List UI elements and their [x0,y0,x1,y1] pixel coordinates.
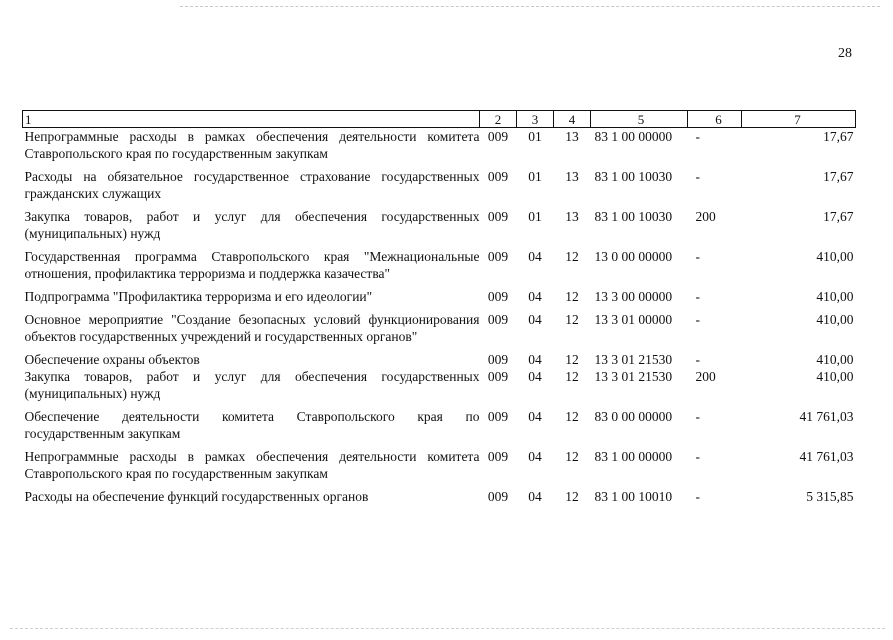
row-ministry-code: 009 [487,249,509,264]
row-name: Обеспечение охраны объектов [24,352,200,367]
row-ministry-code: 009 [487,369,509,384]
row-amount: 410,00 [816,289,854,304]
table-row [23,448,856,488]
column-header-2: 2 [480,111,517,128]
scan-edge-bottom [10,628,885,630]
row-subsection: 13 [565,169,579,184]
row-expense-type: - [695,449,700,464]
row-name: Расходы на обеспечение функций государственных органов [24,489,369,504]
row-subsection: 12 [565,249,579,264]
column-header-5: 5 [591,111,688,128]
row-ministry-code: 009 [487,352,509,367]
table-header-row [23,111,856,128]
row-amount: 410,00 [816,352,854,367]
table-row [23,311,856,351]
row-section: 04 [528,409,542,424]
row-amount: 410,00 [816,249,854,264]
row-name: Расходы на обязательное государственное страхование государственных гражданских служащих [24,169,480,201]
row-target-article: 13 3 00 00000 [594,289,673,304]
row-name: Подпрограмма "Профилактика терроризма и его идеологии" [24,289,373,304]
row-ministry-code: 009 [487,409,509,424]
row-ministry-code: 009 [487,129,509,144]
row-subsection: 12 [565,489,579,504]
row-section: 04 [528,352,542,367]
row-target-article: 13 3 01 00000 [594,312,673,327]
table-row [23,408,856,448]
row-target-article: 83 1 00 10010 [594,489,673,504]
row-subsection: 12 [565,449,579,464]
table-row [23,128,856,169]
table-row [23,248,856,288]
row-ministry-code: 009 [487,312,509,327]
scan-edge-top [180,6,880,8]
row-section: 04 [528,249,542,264]
row-expense-type: - [695,352,700,367]
row-section: 04 [528,369,542,384]
row-target-article: 13 3 01 21530 [594,369,673,384]
row-subsection: 12 [565,312,579,327]
row-amount: 41 761,03 [799,449,854,464]
row-expense-type: - [695,312,700,327]
row-section: 04 [528,489,542,504]
row-amount: 17,67 [823,169,854,184]
column-header-1: 1 [23,111,480,128]
column-header-4: 4 [554,111,591,128]
table-row [23,288,856,311]
row-amount: 41 761,03 [799,409,854,424]
row-name: Основное мероприятие "Создание безопасных условий функционирования объектов государственных учреждений и государственных органов" [24,312,480,344]
row-name: Государственная программа Ставропольского края "Межнациональные отношения, профилактика терроризма и поддержка казачества" [24,249,480,281]
row-target-article: 83 1 00 00000 [594,449,673,464]
row-subsection: 13 [565,209,579,224]
row-name: Закупка товаров, работ и услуг для обеспечения государственных (муниципальных) нужд [24,369,480,401]
row-section: 04 [528,312,542,327]
row-ministry-code: 009 [487,449,509,464]
row-section: 04 [528,289,542,304]
table-row [23,168,856,208]
row-subsection: 13 [565,129,579,144]
table-row [23,208,856,248]
row-expense-type: - [695,169,700,184]
column-header-7: 7 [742,111,856,128]
row-target-article: 83 1 00 10030 [594,209,673,224]
row-subsection: 12 [565,369,579,384]
row-target-article: 13 3 01 21530 [594,352,673,367]
row-amount: 410,00 [816,369,854,384]
row-target-article: 83 0 00 00000 [594,409,673,424]
row-target-article: 83 1 00 10030 [594,169,673,184]
table-row [23,368,856,408]
table-row [23,351,856,368]
row-subsection: 12 [565,409,579,424]
row-amount: 5 315,85 [806,489,854,504]
row-name: Непрограммные расходы в рамках обеспечения деятельности комитета Ставропольского края по государственным закупкам [24,129,480,161]
row-ministry-code: 009 [487,209,509,224]
column-header-3: 3 [517,111,554,128]
row-expense-type: - [695,249,700,264]
row-name: Закупка товаров, работ и услуг для обеспечения государственных (муниципальных) нужд [24,209,480,241]
row-expense-type: - [695,489,700,504]
row-amount: 17,67 [823,209,854,224]
column-header-6: 6 [688,111,742,128]
row-amount: 410,00 [816,312,854,327]
row-expense-type: - [695,289,700,304]
row-subsection: 12 [565,289,579,304]
row-section: 01 [528,209,542,224]
row-target-article: 83 1 00 00000 [594,129,673,144]
row-amount: 17,67 [823,129,854,144]
row-target-article: 13 0 00 00000 [594,249,673,264]
row-ministry-code: 009 [487,489,509,504]
row-section: 01 [528,129,542,144]
row-section: 04 [528,449,542,464]
row-name: Обеспечение деятельности комитета Ставропольского края по государственным закупкам [24,409,480,441]
row-expense-type: - [695,129,700,144]
budget-table [22,110,856,511]
row-ministry-code: 009 [487,169,509,184]
row-section: 01 [528,169,542,184]
page-number: 28 [838,46,852,61]
row-expense-type: 200 [695,369,716,384]
row-expense-type: 200 [695,209,716,224]
table-row [23,488,856,511]
row-expense-type: - [695,409,700,424]
row-name: Непрограммные расходы в рамках обеспечения деятельности комитета Ставропольского края по государственным закупкам [24,449,480,481]
row-subsection: 12 [565,352,579,367]
row-ministry-code: 009 [487,289,509,304]
